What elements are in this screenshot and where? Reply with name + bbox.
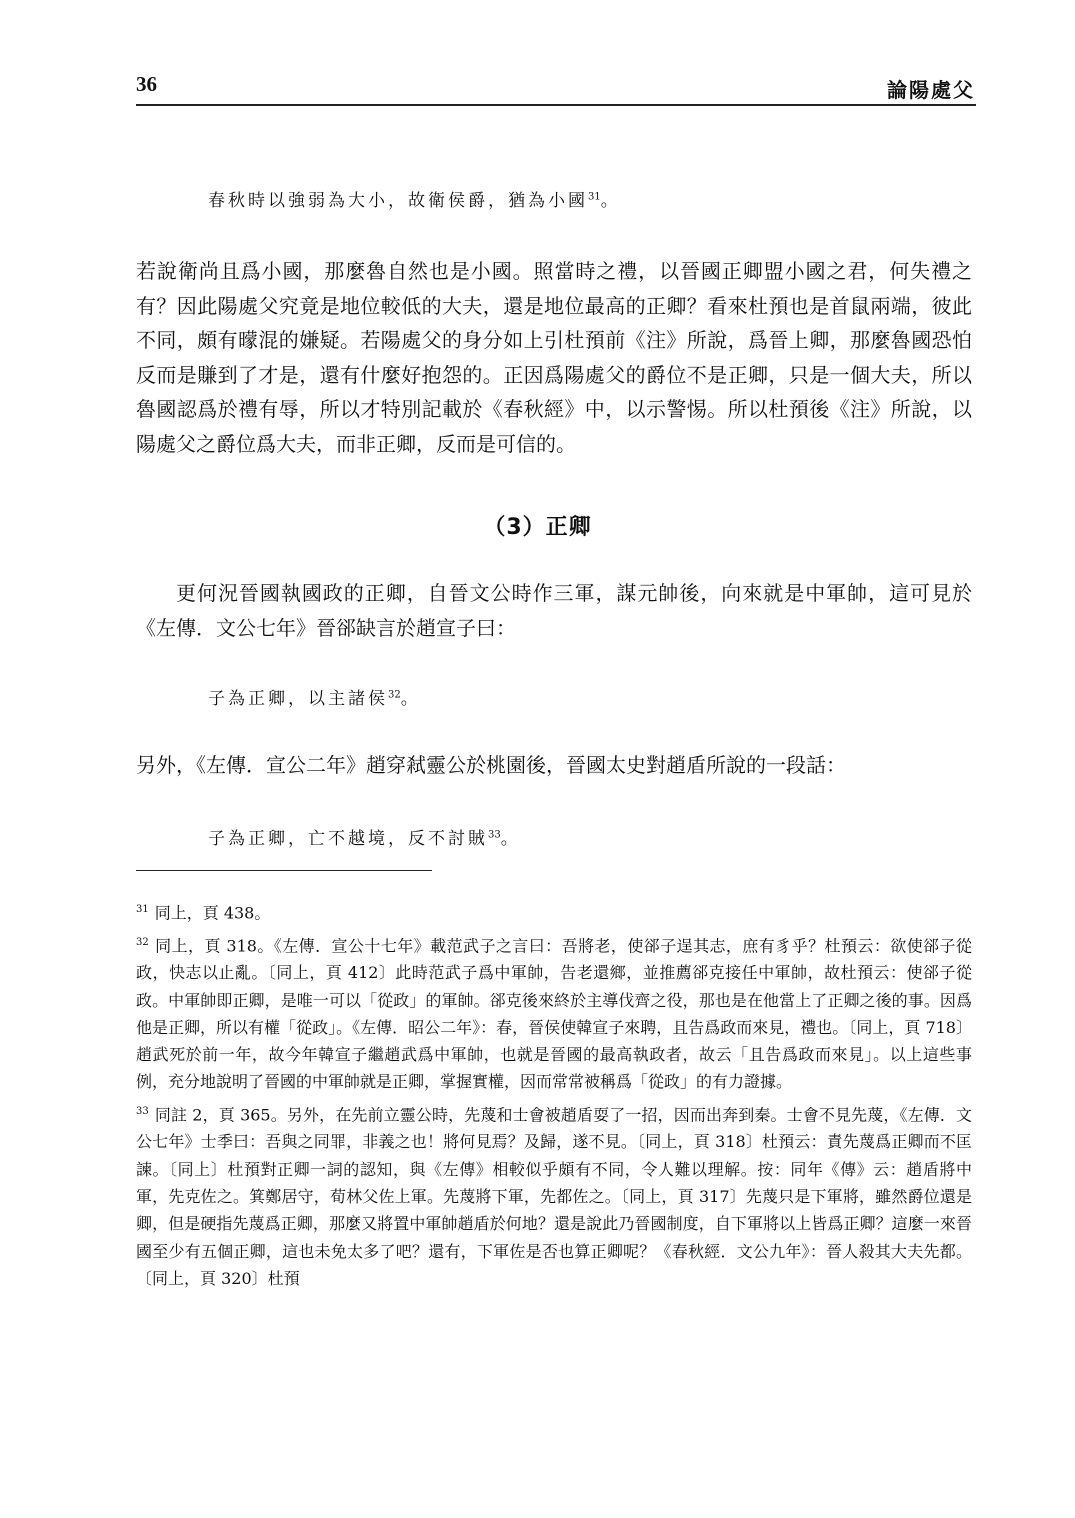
footnote-text: 同上，頁 438。 xyxy=(154,903,271,923)
body-paragraph-1: 若說衛尚且爲小國，那麼魯自然也是小國。照當時之禮，以晉國正卿盟小國之君，何失禮之有？因此陽處父究竟是地位較低的大夫，還是地位最高的正卿？看來杜預也是首鼠兩端，彼此不同，頗有曚混的嫌疑。若陽處父的身分如上引杜預前《注》所說，爲晉上卿，那麼魯國恐怕反而是賺到了才是，還有什麼好抱怨的。正因爲陽處父的爵位不是正卿，只是一個大夫，所以魯國認爲於禮有辱，所以才特別記載於《春秋經》中，以示警惕。所以杜預後《注》所說，以陽處父之爵位爲大夫，而非正卿，反而是可信的。 xyxy=(136,259,972,456)
quote-text: 子為正卿，以主諸侯 xyxy=(208,689,388,709)
block-quote-32 xyxy=(208,684,421,709)
footnote-ref-32[interactable]: 32 xyxy=(388,689,401,701)
quote-end: 。 xyxy=(400,689,421,709)
footnote-rule xyxy=(136,870,432,871)
quote-end: 。 xyxy=(500,829,521,849)
running-title: 論陽處父 xyxy=(887,78,975,102)
footnote-ref-33[interactable]: 33 xyxy=(488,829,501,841)
block-quote-33 xyxy=(208,824,521,849)
footnote-32 xyxy=(136,929,972,1096)
section-heading: （3）正卿 xyxy=(483,515,592,540)
footnote-number: 33 xyxy=(136,1105,149,1117)
footnote-number: 32 xyxy=(136,936,149,948)
footnotes xyxy=(136,896,972,1294)
header-rule xyxy=(136,104,976,106)
footnote-ref-31[interactable]: 31 xyxy=(588,191,601,203)
footnote-number: 31 xyxy=(136,904,149,915)
footnote-33 xyxy=(136,1098,972,1292)
quote-end: 。 xyxy=(600,191,621,211)
footnote-text: 同註 2，頁 365。另外，在先前立靈公時，先蔑和士會被趙盾耍了一招，因而出奔到秦。士會不見先蔑，《左傳．文公七年》士季曰：吾與之同罪，非義之也！將何見焉？及歸，遂不見。〔同上，頁 318〕杜預云：責先蔑爲正卿而不匡諫。〔同上〕杜預對正卿一詞的認知，與《左傳》相較似乎頗有不同，令人難以理解。按：同年《傳》云：趙盾將中軍，先克佐之。箕鄭居守，荀林父佐上軍。先蔑將下軍，先都佐之。〔同上，頁 317〕先蔑只是下軍將，雖然爵位還是卿，但是硬指先蔑爲正卿，那麼又將置中軍帥趙盾於何地？還是說此乃晉國制度，自下軍將以上皆爲正卿？這麼一來晉國至少有五個正卿，這也未免太多了吧？還有，下軍佐是否也算正卿呢？《春秋經．文公九年》：晉人殺其大夫先都。〔同上，頁 320〕杜預 xyxy=(136,1105,972,1288)
footnote-text: 同上，頁 318。《左傳．宣公十七年》載范武子之言曰：吾將老，使郤子逞其志，庶有豸乎？杜預云：欲使郤子從政，快志以止亂。〔同上，頁 412〕此時范武子爲中軍帥，告老還鄉，並推薦郤克接任中軍帥，故杜預云：使郤子從政。中軍帥即正卿，是唯一可以「從政」的軍帥。郤克後來終於主導伐齊之役，那也是在他當上了正卿之後的事。因爲他是正卿，所以有權「從政」。《左傳．昭公二年》：春，晉侯使韓宣子來聘，且告爲政而來見，禮也。〔同上，頁 718〕趙武死於前一年，故今年韓宣子繼趙武爲中軍帥，也就是晉國的最高執政者，故云「且告爲政而來見」。以上這些事例，充分地說明了晉國的中軍帥就是正卿，掌握實權，因而常常被稱爲「從政」的有力證據。 xyxy=(136,935,972,1092)
body-paragraph-2: 更何況晉國執國政的正卿，自晉文公時作三軍，謀元帥後，向來就是中軍帥，這可見於《左傳．文公七年》晉郤缺言於趙宣子曰： xyxy=(136,581,972,640)
quote-text: 子為正卿，亡不越境，反不討賊 xyxy=(208,829,488,849)
footnote-31 xyxy=(136,896,972,927)
block-quote-31 xyxy=(208,186,621,211)
quote-text: 春秋時以強弱為大小，故衛侯爵，猶為小國 xyxy=(208,191,588,211)
page-number: 36 xyxy=(136,72,157,96)
body-paragraph-3: 另外，《左傳．宣公二年》趙穿弒靈公於桃園後，晉國太史對趙盾所說的一段話： xyxy=(136,753,846,777)
